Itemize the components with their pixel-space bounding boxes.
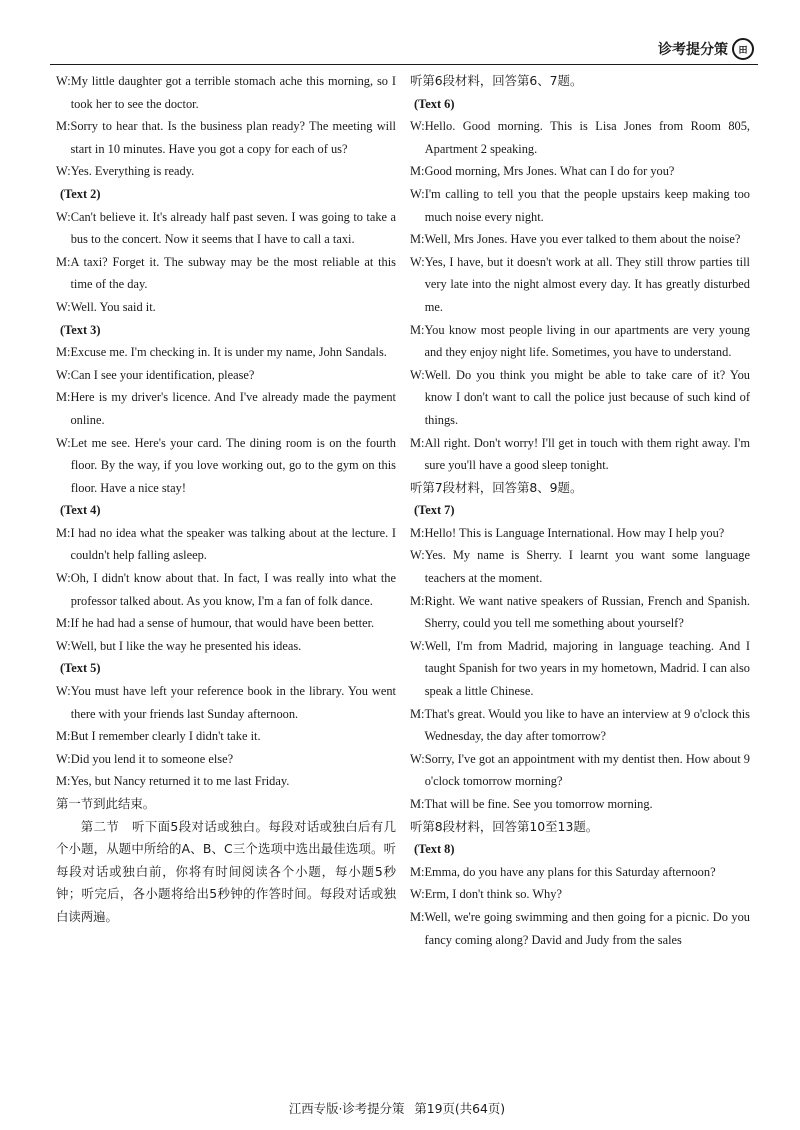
- speaker-label: M:: [56, 525, 71, 540]
- speaker-label: W:: [410, 887, 425, 902]
- speaker-label: W:: [56, 164, 71, 179]
- dialogue-text: If he had had a sense of humour, that would have been better.: [70, 616, 375, 631]
- dialogue-text: Can't believe it. It's already half past seven. I was going to take a bus to the concert. Now it seems that I have to call a taxi.: [70, 209, 396, 247]
- dialogue-text: Erm, I don't think so. Why?: [424, 887, 562, 902]
- dialogue-text: Emma, do you have any plans for this Saturday afternoon?: [424, 864, 716, 879]
- dialogue-line: [410, 251, 750, 319]
- header-rule: [50, 64, 758, 65]
- speaker-label: W:: [56, 638, 71, 653]
- dialogue-line: [410, 590, 750, 635]
- dialogue-line: [410, 748, 750, 793]
- dialogue-line: [56, 680, 396, 725]
- dialogue-line: [56, 70, 396, 115]
- text-heading: (Text 7): [414, 503, 455, 518]
- dialogue-line: [410, 861, 750, 884]
- speaker-label: M:: [410, 593, 425, 608]
- speaker-label: W:: [410, 548, 425, 563]
- text-heading: (Text 4): [60, 503, 101, 518]
- speaker-label: M:: [410, 864, 425, 879]
- text-heading: (Text 5): [60, 661, 101, 676]
- dialogue-text: Yes. My name is Sherry. I learnt you want some language teachers at the moment.: [424, 548, 750, 586]
- dialogue-text: My little daughter got a terrible stomach ache this morning, so I took her to see the doctor.: [70, 74, 396, 111]
- speaker-label: W:: [410, 119, 425, 134]
- speaker-label: W:: [410, 638, 425, 653]
- speaker-label: W:: [410, 751, 425, 766]
- dialogue-text: Right. We want native speakers of Russian, French and Spanish. Sherry, could you tell me something about yourself?: [424, 593, 750, 631]
- speaker-label: W:: [56, 571, 71, 586]
- dialogue-line: [56, 748, 396, 771]
- dialogue-line: [410, 544, 750, 589]
- dialogue-line: [410, 432, 750, 477]
- dialogue-line: [56, 770, 396, 793]
- brand-logo-icon: 田: [732, 38, 754, 60]
- dialogue-line: [410, 115, 750, 160]
- dialogue-text: That's great. Would you like to have an interview at 9 o'clock this Wednesday, the day after tomorrow?: [424, 706, 750, 744]
- right-column: [410, 70, 750, 951]
- speaker-label: W:: [410, 186, 425, 201]
- speaker-label: W:: [56, 367, 71, 382]
- dialogue-line: [410, 793, 750, 816]
- dialogue-line: [56, 296, 396, 319]
- dialogue-line: [410, 703, 750, 748]
- dialogue-line: [56, 206, 396, 251]
- speaker-label: M:: [410, 322, 425, 337]
- speaker-label: W:: [56, 209, 71, 224]
- text-heading: (Text 2): [60, 186, 101, 201]
- speaker-label: M:: [56, 390, 71, 405]
- instruction-line: 第一节到此结束。: [56, 796, 156, 811]
- speaker-label: M:: [410, 797, 425, 811]
- speaker-label: M:: [56, 616, 71, 631]
- dialogue-text: I'm calling to tell you that the people upstairs keep making too much noise every night.: [424, 186, 750, 224]
- speaker-label: M:: [56, 774, 71, 789]
- dialogue-text: Oh, I didn't know about that. In fact, I was really into what the professor talked about. As you know, I'm a fan of folk dance.: [70, 571, 396, 608]
- dialogue-line: [410, 522, 750, 545]
- dialogue-line: [56, 522, 396, 567]
- instruction-line: 听第8段材料，回答第10至13题。: [410, 818, 599, 834]
- dialogue-text: But I remember clearly I didn't take it.: [70, 729, 261, 744]
- dialogue-text: Hello. Good morning. This is Lisa Jones from Room 805, Apartment 2 speaking.: [424, 119, 750, 156]
- dialogue-line: [410, 160, 750, 183]
- dialogue-text: A taxi? Forget it. The subway may be the most reliable at this time of the day.: [70, 254, 396, 292]
- page-header: [658, 38, 754, 60]
- dialogue-text: Yes, I have, but it doesn't work at all. They still throw parties till very late into the night almost every day. It has greatly disturbed me.: [424, 254, 750, 314]
- dialogue-line: [56, 115, 396, 160]
- speaker-label: M:: [410, 232, 425, 247]
- speaker-label: W:: [410, 367, 425, 382]
- speaker-label: M:: [56, 119, 71, 134]
- speaker-label: W:: [56, 299, 71, 314]
- dialogue-text: Sorry to hear that. Is the business plan ready? The meeting will start in 10 minutes. Have you got a copy for each of us?: [70, 119, 396, 156]
- dialogue-text: Hello! This is Language International. How may I help you?: [424, 525, 725, 540]
- dialogue-line: [56, 635, 396, 658]
- page-footer: [0, 1099, 800, 1117]
- dialogue-text: Here is my driver's licence. And I've already made the payment online.: [70, 390, 396, 427]
- speaker-label: M:: [410, 164, 425, 179]
- dialogue-line: [56, 386, 396, 431]
- dialogue-text: That will be fine. See you tomorrow morning.: [424, 797, 653, 811]
- dialogue-text: You know most people living in our apartments are very young and they enjoy night life. Sometimes, you have to understand.: [424, 322, 750, 360]
- speaker-label: M:: [410, 435, 425, 450]
- dialogue-line: [410, 883, 750, 906]
- dialogue-line: [56, 364, 396, 387]
- speaker-label: W:: [56, 684, 71, 699]
- dialogue-text: Yes. Everything is ready.: [70, 164, 195, 179]
- speaker-label: M:: [56, 345, 71, 360]
- dialogue-line: [56, 725, 396, 748]
- dialogue-line: [56, 160, 396, 183]
- dialogue-text: Well, Mrs Jones. Have you ever talked to them about the noise?: [424, 232, 741, 247]
- dialogue-text: Well. Do you think you might be able to take care of it? You know I don't want to call the police just because of such kind of things.: [424, 367, 750, 427]
- dialogue-text: Let me see. Here's your card. The dining room is on the fourth floor. By the way, if you love working out, go to the gym on this floor. Have a nice stay!: [70, 435, 396, 495]
- dialogue-text: Can I see your identification, please?: [70, 367, 255, 382]
- instruction-line: 听第7段材料，回答第8、9题。: [410, 479, 583, 495]
- dialogue-line: [410, 635, 750, 703]
- section-instructions: 第二节 听下面5段对话或独白。每段对话或独白后有几个小题，从题中所给的A、B、C三个选项中选出最佳选项。听每段对话或独白前，你将有时间阅读各个小题，每小题5秒钟；听完后，各小题将给出5秒钟的作答时间。每段对话或独白读两遍。: [56, 818, 396, 924]
- dialogue-text: Well, I'm from Madrid, majoring in language teaching. And I taught Spanish for two years in my hometown, Madrid. I can also speak a little Chinese.: [424, 638, 750, 699]
- dialogue-text: Sorry, I've got an appointment with my dentist then. How about 9 o'clock tomorrow morning?: [424, 751, 750, 789]
- dialogue-text: I had no idea what the speaker was talking about at the lecture. I couldn't help falling asleep.: [70, 525, 396, 563]
- speaker-label: M:: [56, 254, 71, 269]
- instruction-line: 听第6段材料，回答第6、7题。: [410, 73, 583, 88]
- dialogue-line: [410, 364, 750, 432]
- dialogue-line: [410, 906, 750, 951]
- dialogue-line: [56, 341, 396, 364]
- dialogue-text: Well. You said it.: [70, 299, 156, 314]
- text-heading: (Text 6): [414, 96, 455, 111]
- dialogue-line: [410, 228, 750, 251]
- speaker-label: M:: [410, 706, 425, 721]
- dialogue-text: Did you lend it to someone else?: [70, 751, 234, 766]
- dialogue-line: [56, 612, 396, 635]
- dialogue-text: Yes, but Nancy returned it to me last Friday.: [70, 774, 290, 789]
- dialogue-line: [56, 432, 396, 500]
- speaker-label: M:: [56, 729, 71, 744]
- dialogue-text: Well, we're going swimming and then going for a picnic. Do you fancy coming along? David and Judy from the sales: [424, 909, 750, 947]
- dialogue-line: [56, 567, 396, 612]
- left-column: [56, 70, 396, 929]
- text-heading: (Text 8): [414, 842, 455, 857]
- dialogue-line: [410, 183, 750, 228]
- dialogue-text: Well, but I like the way he presented his ideas.: [70, 638, 302, 653]
- brand-title: 诊考提分策: [658, 42, 728, 58]
- text-heading: (Text 3): [60, 322, 101, 337]
- speaker-label: W:: [56, 435, 71, 450]
- dialogue-line: [56, 251, 396, 296]
- dialogue-text: Good morning, Mrs Jones. What can I do for you?: [424, 164, 675, 179]
- speaker-label: W:: [410, 254, 425, 269]
- dialogue-line: [410, 319, 750, 364]
- dialogue-text: Excuse me. I'm checking in. It is under my name, John Sandals.: [70, 345, 387, 360]
- speaker-label: M:: [410, 525, 425, 540]
- footer-edition: 江西专版·诊考提分策: [288, 1101, 405, 1116]
- speaker-label: M:: [410, 909, 425, 924]
- speaker-label: W:: [56, 751, 71, 766]
- speaker-label: W:: [56, 74, 71, 88]
- dialogue-text: All right. Don't worry! I'll get in touch with them right away. I'm sure you'll have a good sleep tonight.: [424, 435, 750, 473]
- dialogue-text: You must have left your reference book in the library. You went there with your friends last Sunday afternoon.: [70, 684, 396, 721]
- footer-page-number: 第19页(共64页): [414, 1101, 506, 1116]
